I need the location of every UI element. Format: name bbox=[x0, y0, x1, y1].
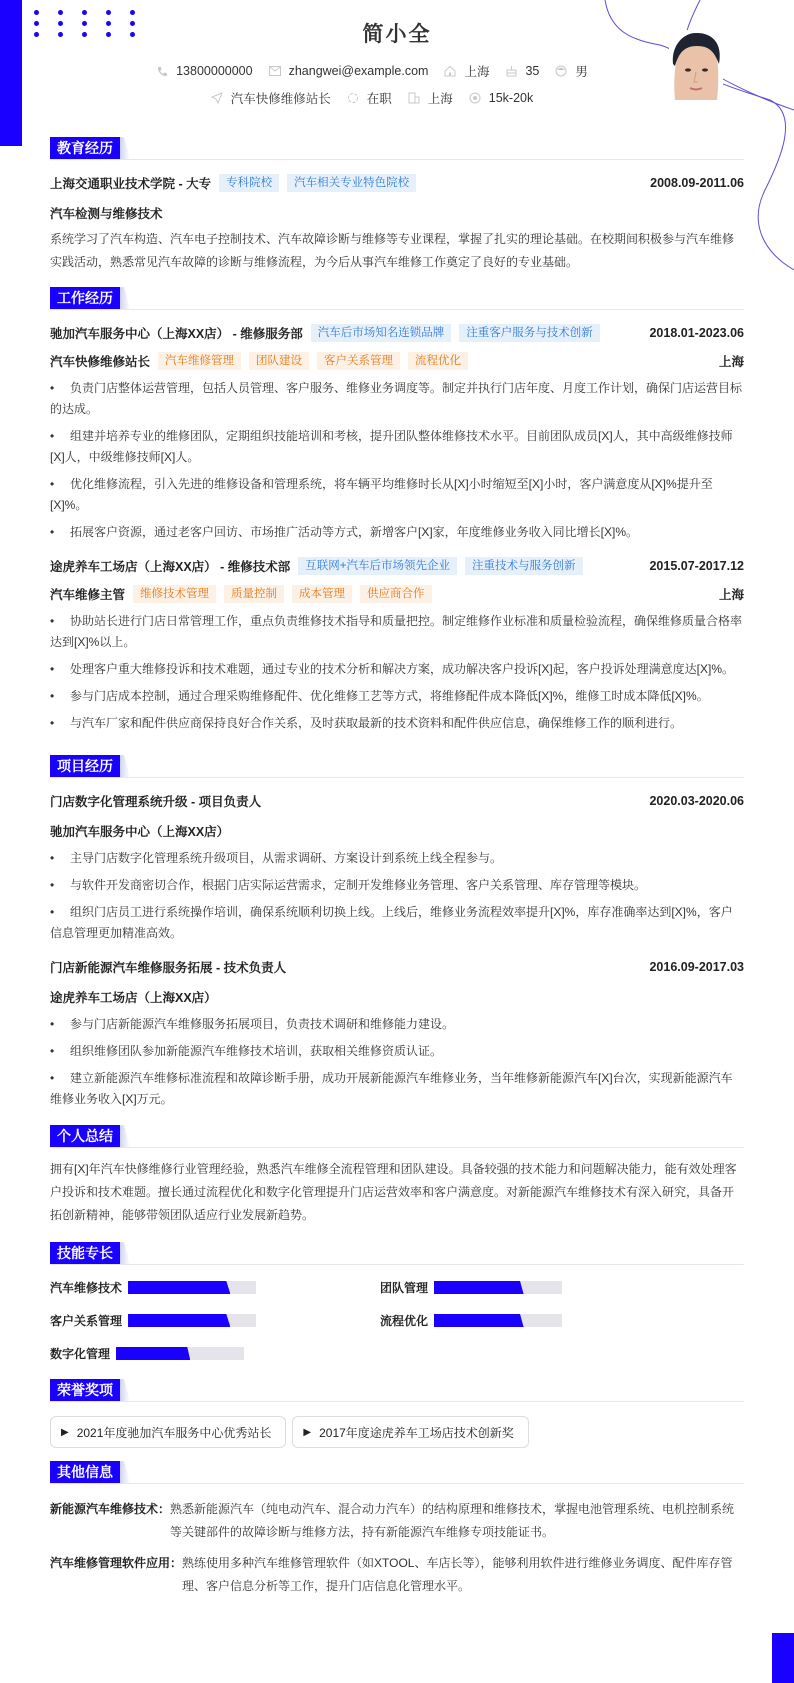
work-title-row bbox=[50, 352, 744, 370]
list-item: • 参与门店新能源汽车维修服务拓展项目，负责技术调研和维修能力建设。 bbox=[50, 1017, 455, 1031]
avatar bbox=[669, 30, 723, 110]
other-key: 汽车维修管理软件应用： bbox=[50, 1556, 183, 1570]
list-item: • 建立新能源汽车维修标准流程和故障诊断手册，成功开展新能源汽车维修业务，当年维修新能源汽车[X]台次，实现新能源汽车维修业务收入[X]万元。 bbox=[50, 1071, 733, 1106]
skill-name: 数字化管理 bbox=[50, 1347, 111, 1361]
other-key: 新能源汽车维修技术： bbox=[50, 1502, 171, 1516]
skill-bar bbox=[128, 1314, 256, 1327]
skill-tag: 维修技术管理 bbox=[133, 585, 216, 603]
location-value: 上海 bbox=[464, 65, 490, 79]
skill-item bbox=[380, 1312, 710, 1329]
company-tag: 汽车后市场知名连锁品牌 bbox=[311, 324, 452, 342]
section-title-tail bbox=[120, 137, 130, 159]
section-header bbox=[50, 1243, 744, 1265]
list-item: • 与汽车厂家和配件供应商保持良好合作关系，及时获取最新的技术资料和配件供应信息，确保维修工作的顺利进行。 bbox=[50, 716, 683, 730]
company-tag: 注重技术与服务创新 bbox=[465, 557, 583, 575]
list-item: • 处理客户重大维修投诉和技术难题，通过专业的技术分析和解决方案，成功解决客户投诉[X]起，客户投诉处理满意度达[X]%。 bbox=[50, 662, 735, 676]
project-entry bbox=[50, 958, 744, 1110]
skill-bar bbox=[128, 1281, 256, 1294]
status-item bbox=[347, 89, 392, 107]
project-bullets bbox=[50, 848, 744, 944]
list-item: • 参与门店成本控制，通过合理采购维修配件、优化维修工艺等方式，将维修配件成本降低[X]%，维修工时成本降低[X]%。 bbox=[50, 689, 709, 703]
list-item: • 拓展客户资源，通过老客户回访、市场推广活动等方式，新增客户[X]家，年度维修业务收入同比增长[X]%。 bbox=[50, 525, 639, 539]
work-city: 上海 bbox=[718, 588, 744, 602]
target-city-value: 上海 bbox=[427, 92, 453, 106]
section-title-skills: 技能专长 bbox=[50, 1242, 120, 1264]
work-city: 上海 bbox=[718, 355, 744, 369]
job-title: 汽车快修维修站长 bbox=[50, 355, 151, 369]
work-section bbox=[50, 288, 744, 734]
work-period: 2018.01-2023.06 bbox=[649, 326, 744, 340]
target-city-item bbox=[408, 89, 453, 107]
triangle-right-icon: ▶ bbox=[61, 1426, 69, 1438]
work-bullets bbox=[50, 611, 744, 734]
other-section bbox=[50, 1462, 744, 1598]
job-title: 汽车维修主管 bbox=[50, 588, 126, 602]
skill-tag: 供应商合作 bbox=[360, 585, 432, 603]
work-title-row bbox=[50, 585, 744, 603]
project-name: 门店数字化管理系统升级 - 项目负责人 bbox=[50, 795, 262, 809]
skill-item bbox=[50, 1345, 380, 1362]
home-icon bbox=[444, 65, 456, 77]
status-value: 在职 bbox=[366, 92, 392, 106]
skill-bar bbox=[434, 1314, 562, 1327]
list-item: • 组织维修团队参加新能源汽车维修技术培训，获取相关维修资质认证。 bbox=[50, 1044, 443, 1058]
section-title-education: 教育经历 bbox=[50, 137, 120, 159]
target-position-item bbox=[211, 89, 331, 107]
list-item: • 优化维修流程，引入先进的维修设备和管理系统，将车辆平均维修时长从[X]小时缩短至[X]小时，客户满意度从[X]%提升至[X]%。 bbox=[50, 477, 713, 512]
list-item: • 组建并培养专业的维修团队，定期组织技能培训和考核，提升团队整体维修技术水平。目前团队成员[X]人，其中高级维修技师[X]人，中级维修技师[X]人。 bbox=[50, 429, 733, 464]
project-row bbox=[50, 792, 744, 810]
money-icon bbox=[469, 92, 481, 104]
section-header bbox=[50, 756, 744, 778]
awards-section bbox=[50, 1380, 744, 1448]
section-title-tail bbox=[120, 1125, 130, 1147]
gender-icon bbox=[555, 65, 567, 77]
work-entry bbox=[50, 324, 744, 543]
age-value: 35 bbox=[525, 64, 540, 78]
skill-bar bbox=[116, 1347, 244, 1360]
project-name: 门店新能源汽车维修服务拓展 - 技术负责人 bbox=[50, 961, 287, 975]
phone-icon bbox=[156, 65, 168, 77]
list-item: • 与软件开发商密切合作，根据门店实际运营需求，定制开发维修业务管理、客户关系管理、库存管理等模块。 bbox=[50, 878, 647, 892]
education-section bbox=[50, 138, 744, 274]
email-value: zhangwei@example.com bbox=[288, 64, 429, 78]
education-period: 2008.09-2011.06 bbox=[650, 176, 744, 190]
award-item bbox=[292, 1416, 528, 1448]
salary-value: 15k-20k bbox=[488, 91, 534, 105]
section-title-projects: 项目经历 bbox=[50, 755, 120, 777]
work-entry bbox=[50, 557, 744, 734]
section-title-work: 工作经历 bbox=[50, 287, 120, 309]
other-item bbox=[50, 1552, 744, 1598]
education-row bbox=[50, 174, 744, 192]
major: 汽车检测与维修技术 bbox=[50, 207, 163, 221]
summary-text: 拥有[X]年汽车快修维修行业管理经验，熟悉汽车维修全流程管理和团队建设。具备较强的技术能力和问题解决能力，能有效处理客户投诉和技术难题。擅长通过流程优化和数字化管理提升门店运营效率和客户满意度。对新能源汽车维修技术有深入研究，具备开拓创新精神，能够带领团队适应行业发展新趋势。 bbox=[50, 1162, 737, 1222]
resume-content bbox=[50, 138, 744, 1606]
work-company-row bbox=[50, 557, 744, 575]
list-item: • 组织门店员工进行系统操作培训，确保系统顺利切换上线。上线后，维修业务流程效率提升[X]%，库存准确率达到[X]%，客户信息管理更加精准高效。 bbox=[50, 905, 733, 940]
award-item bbox=[50, 1416, 286, 1448]
salary-item bbox=[469, 91, 533, 105]
education-description: 系统学习了汽车构造、汽车电子控制技术、汽车故障诊断与维修等专业课程，掌握了扎实的理论基础。在校期间积极参与汽车维修实践活动，熟悉常见汽车故障的诊断与维修流程，为今后从事汽车维修工作奠定了良好的专业基础。 bbox=[50, 232, 735, 269]
other-list bbox=[50, 1498, 744, 1598]
skill-bar bbox=[434, 1281, 562, 1294]
project-period: 2016.09-2017.03 bbox=[649, 960, 744, 974]
send-icon bbox=[211, 92, 223, 104]
section-header bbox=[50, 138, 744, 160]
gender-value: 男 bbox=[575, 65, 588, 79]
company-tag: 注重客户服务与技术创新 bbox=[459, 324, 600, 342]
project-entry bbox=[50, 792, 744, 944]
projects-section bbox=[50, 756, 744, 1110]
awards-list bbox=[50, 1416, 744, 1448]
skill-name: 汽车维修技术 bbox=[50, 1281, 123, 1295]
section-title-tail bbox=[120, 1242, 130, 1264]
candidate-name: 简小全 bbox=[362, 23, 432, 46]
resume-header bbox=[0, 0, 794, 130]
other-value: 熟悉新能源汽车（纯电动汽车、混合动力汽车）的结构原理和维修技术，掌握电池管理系统、电机控制系统等关键部件的故障诊断与维修方法，持有新能源汽车维修专项技能证书。 bbox=[170, 1502, 735, 1539]
phone-item bbox=[156, 64, 252, 78]
skill-name: 流程优化 bbox=[380, 1314, 429, 1328]
building-icon bbox=[408, 92, 420, 104]
other-item bbox=[50, 1498, 744, 1544]
work-company-row bbox=[50, 324, 744, 342]
target-position-value: 汽车快修维修站长 bbox=[230, 92, 331, 106]
skill-item bbox=[50, 1279, 380, 1296]
phone-value: 13800000000 bbox=[176, 64, 253, 78]
gender-item bbox=[555, 62, 588, 80]
skills-grid bbox=[50, 1279, 744, 1362]
skill-item bbox=[50, 1312, 380, 1329]
work-bullets bbox=[50, 378, 744, 543]
email-item bbox=[269, 64, 429, 78]
school-tag: 专科院校 bbox=[219, 174, 279, 192]
section-title-tail bbox=[120, 287, 130, 309]
bottom-right-accent-bar bbox=[772, 1633, 794, 1683]
section-title-summary: 个人总结 bbox=[50, 1125, 120, 1147]
company-name: 途虎养车工场店（上海XX店） - 维修技术部 bbox=[50, 560, 291, 574]
company-name: 驰加汽车服务中心（上海XX店） - 维修服务部 bbox=[50, 327, 303, 341]
skill-tag: 流程优化 bbox=[408, 352, 468, 370]
work-period: 2015.07-2017.12 bbox=[649, 559, 744, 573]
skills-section bbox=[50, 1243, 744, 1362]
location-item bbox=[444, 62, 489, 80]
section-title-other: 其他信息 bbox=[50, 1461, 120, 1483]
skill-tag: 成本管理 bbox=[292, 585, 352, 603]
email-icon bbox=[269, 65, 281, 77]
project-org: 途虎养车工场店（上海XX店） bbox=[50, 991, 217, 1005]
project-row bbox=[50, 958, 744, 976]
section-header bbox=[50, 1462, 744, 1484]
skill-tag: 质量控制 bbox=[224, 585, 284, 603]
status-icon bbox=[347, 92, 359, 104]
school-tag: 汽车相关专业特色院校 bbox=[287, 174, 416, 192]
section-header bbox=[50, 1380, 744, 1402]
summary-section bbox=[50, 1126, 744, 1227]
skill-name: 团队管理 bbox=[380, 1281, 429, 1295]
award-label: 2017年度途虎养车工场店技术创新奖 bbox=[319, 1425, 514, 1440]
triangle-right-icon: ▶ bbox=[303, 1426, 312, 1438]
other-value: 熟练使用多种汽车维修管理软件（如XTOOL、车店长等），能够利用软件进行维修业务调度、配件库存管理、客户信息分析等工作，提升门店信息化管理水平。 bbox=[182, 1556, 733, 1593]
company-tag: 互联网+汽车后市场领先企业 bbox=[298, 557, 457, 575]
age-icon bbox=[505, 65, 517, 77]
skill-tag: 客户关系管理 bbox=[317, 352, 400, 370]
skill-item bbox=[380, 1279, 710, 1296]
section-title-tail bbox=[120, 1461, 130, 1483]
section-title-awards: 荣誉奖项 bbox=[50, 1379, 120, 1401]
award-label: 2021年度驰加汽车服务中心优秀站长 bbox=[76, 1425, 272, 1440]
school-name: 上海交通职业技术学院 - 大专 bbox=[50, 177, 212, 191]
skill-tag: 汽车维修管理 bbox=[158, 352, 241, 370]
list-item: • 协助站长进行门店日常管理工作，重点负责维修技术指导和质量把控。制定维修作业标准和质量检验流程，确保维修质量合格率达到[X]%以上。 bbox=[50, 614, 743, 649]
contact-row bbox=[0, 62, 744, 80]
list-item: • 主导门店数字化管理系统升级项目，从需求调研、方案设计到系统上线全程参与。 bbox=[50, 851, 503, 865]
section-header bbox=[50, 288, 744, 310]
section-header bbox=[50, 1126, 744, 1148]
section-title-tail bbox=[120, 755, 130, 777]
project-org: 驰加汽车服务中心（上海XX店） bbox=[50, 825, 230, 839]
section-title-tail bbox=[120, 1379, 130, 1401]
project-bullets bbox=[50, 1014, 744, 1110]
age-item bbox=[505, 64, 539, 78]
list-item: • 负责门店整体运营管理，包括人员管理、客户服务、维修业务调度等。制定并执行门店年度、月度工作计划，确保门店运营目标的达成。 bbox=[50, 381, 743, 416]
skill-name: 客户关系管理 bbox=[50, 1314, 123, 1328]
skill-tag: 团队建设 bbox=[249, 352, 309, 370]
job-intent-row bbox=[0, 89, 744, 107]
project-period: 2020.03-2020.06 bbox=[649, 794, 744, 808]
